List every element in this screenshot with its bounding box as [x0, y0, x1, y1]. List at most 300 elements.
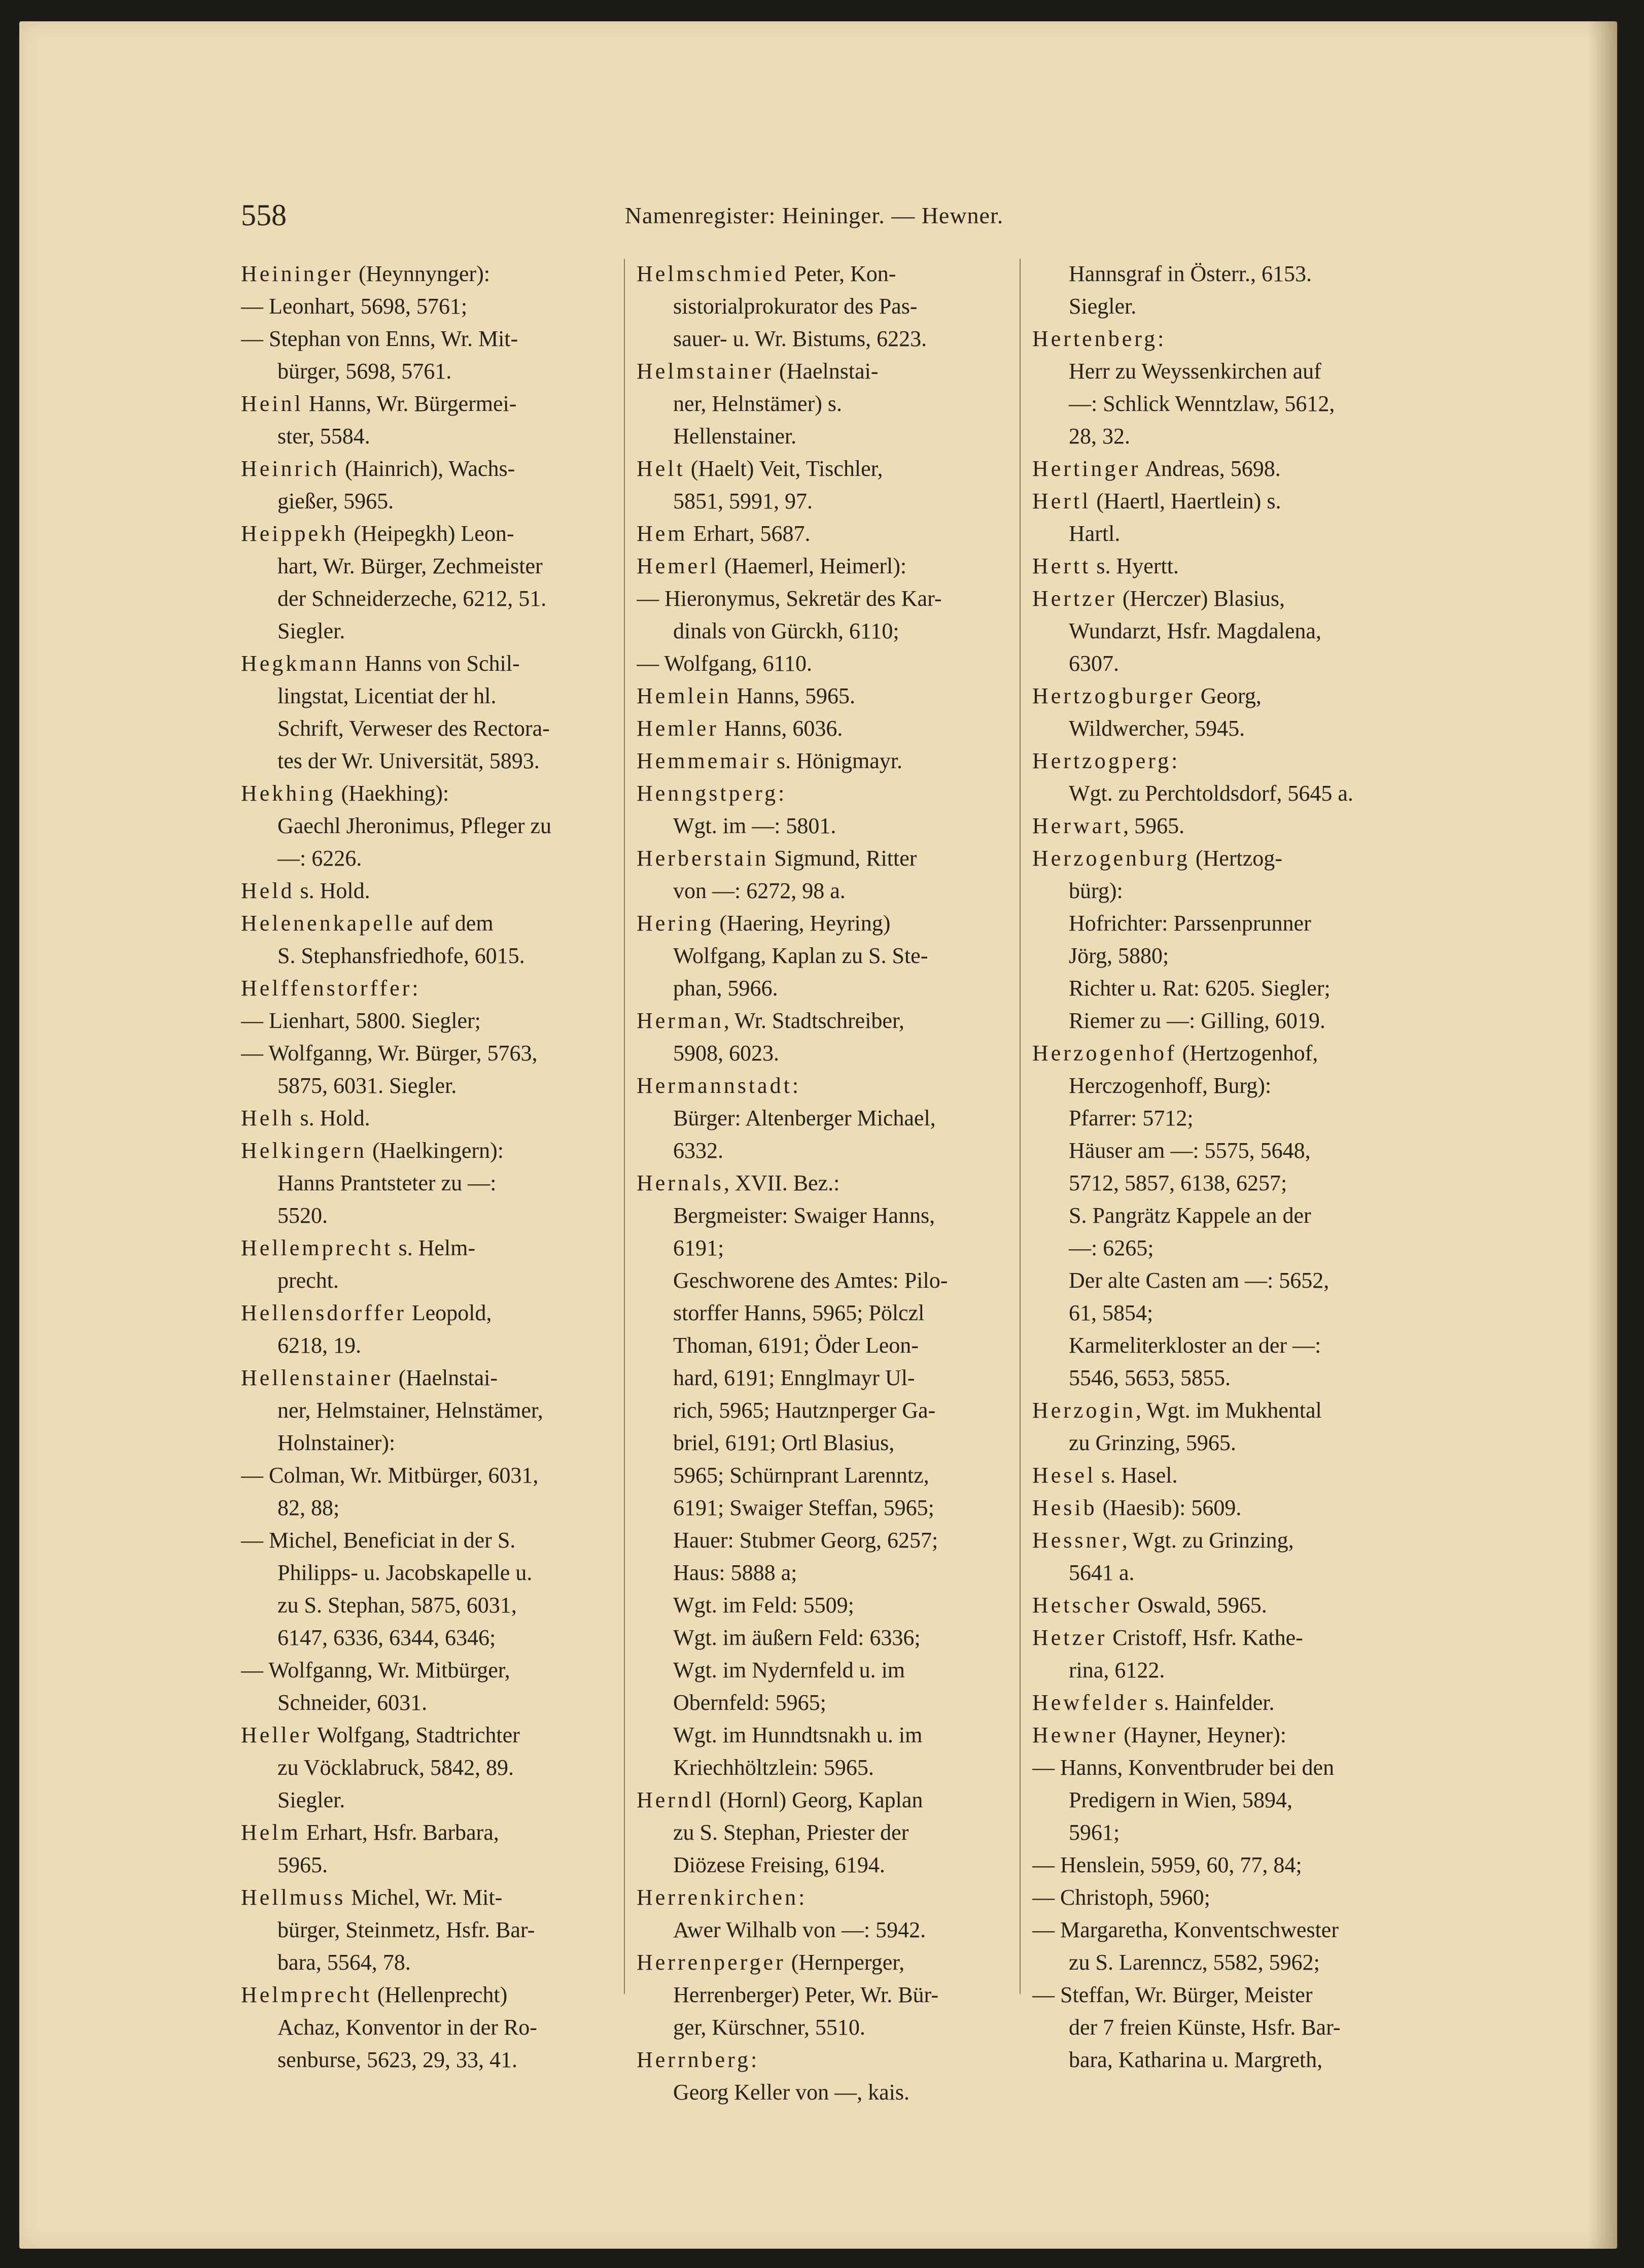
entry-text: Herr zu Weyssenkirchen auf: [1069, 359, 1321, 384]
entry-headword: Heininger: [241, 261, 353, 286]
entry-headword: Herman: [637, 1008, 724, 1033]
entry-text: Wgt. im Hunndtsnakh u. im: [673, 1723, 923, 1747]
entry-text: (Haelt) Veit, Tischler,: [685, 456, 883, 481]
entry-text: Peter, Kon-: [788, 261, 896, 286]
entry-text: Thoman, 6191; Öder Leon-: [673, 1333, 919, 1358]
entry-headword: Herberstain: [637, 846, 769, 871]
entry-text: Predigern in Wien, 5894,: [1069, 1788, 1293, 1812]
index-entry-line: [241, 388, 606, 420]
index-continuation-line: [241, 1005, 606, 1037]
entry-headword: Hertt: [1032, 554, 1091, 578]
index-continuation-line: [1032, 1784, 1397, 1816]
entry-text: Gaechl Jheronimus, Pfleger zu: [277, 813, 552, 838]
entry-text: ner, Helnstämer) s.: [673, 391, 843, 416]
entry-text: Hellenstainer.: [673, 424, 797, 449]
index-continuation-line: [241, 1459, 606, 1492]
entry-headword: Hesel: [1032, 1463, 1096, 1488]
index-entry-line: [1032, 1394, 1397, 1427]
entry-text: Kriechhöltzlein: 5965.: [673, 1755, 874, 1780]
entry-text: senburse, 5623, 29, 33, 41.: [277, 2047, 517, 2072]
index-continuation-line: [637, 940, 997, 972]
index-continuation-line: [241, 1557, 606, 1589]
entry-headword: Hemerl: [637, 554, 719, 578]
entry-text: 5965; Schürnprant Larenntz,: [673, 1463, 929, 1488]
entry-text: bürger, Steinmetz, Hsfr. Bar-: [277, 1917, 535, 1942]
index-continuation-line: [1032, 1427, 1397, 1459]
entry-text: Siegler.: [277, 618, 345, 643]
entry-text: lingstat, Licentiat der hl.: [277, 683, 497, 708]
entry-text: Wgt. im —: 5801.: [673, 813, 836, 838]
entry-text: Schrift, Verweser des Rectora-: [277, 716, 550, 741]
entry-text: :: [1171, 748, 1178, 773]
index-continuation-line: [241, 745, 606, 777]
entry-text: , 5965.: [1123, 813, 1185, 838]
entry-headword: Hewfelder: [1032, 1690, 1149, 1715]
index-continuation-line: [241, 1524, 606, 1557]
entry-text: 6147, 6336, 6344, 6346;: [277, 1625, 496, 1650]
entry-text: — Wolfganng, Wr. Bürger, 5763,: [241, 1041, 538, 1066]
entry-headword: Hessner: [1032, 1528, 1122, 1553]
entry-text: s. Hasel.: [1096, 1463, 1178, 1488]
index-entry-line: [1032, 680, 1397, 712]
entry-text: Karmeliterkloster an der —:: [1069, 1333, 1321, 1358]
index-continuation-line: [1032, 1979, 1397, 2011]
index-continuation-line: [1032, 615, 1397, 647]
entry-text: , Wgt. im Mukhental: [1135, 1398, 1322, 1423]
entry-headword: Held: [241, 878, 295, 903]
entry-text: 6218, 19.: [277, 1333, 361, 1358]
entry-text: Hanns von Schil-: [359, 651, 520, 676]
index-continuation-line: [241, 290, 606, 323]
entry-headword: Hegkmann: [241, 651, 360, 676]
entry-text: 5851, 5991, 97.: [673, 489, 813, 513]
entry-headword: Herrenkirchen: [637, 1885, 799, 1910]
index-continuation-line: [241, 355, 606, 388]
index-continuation-line: [1032, 1232, 1397, 1264]
index-continuation-line: [241, 1264, 606, 1297]
entry-text: Georg,: [1195, 683, 1262, 708]
index-continuation-line: [241, 1329, 606, 1362]
index-continuation-line: [637, 1524, 997, 1557]
entry-headword: Hellenstainer: [241, 1365, 393, 1390]
index-continuation-line: [1032, 1199, 1397, 1232]
index-continuation-line: [241, 1070, 606, 1102]
entry-text: s. Helm-: [393, 1235, 475, 1260]
index-continuation-line: [241, 1654, 606, 1687]
entry-text: Wolfgang, Stadtrichter: [311, 1723, 520, 1747]
entry-text: 61, 5854;: [1069, 1300, 1153, 1325]
index-continuation-line: [637, 290, 997, 323]
index-entry-line: [241, 1232, 606, 1264]
entry-text: Hanns, Wr. Bürgermei-: [303, 391, 517, 416]
index-continuation-line: [637, 1102, 997, 1135]
index-continuation-line: [637, 810, 997, 842]
index-entry-line: [1032, 582, 1397, 615]
entry-text: — Michel, Beneficiat in der S.: [241, 1528, 516, 1553]
entry-text: 5546, 5653, 5855.: [1069, 1365, 1231, 1390]
entry-text: Häuser am —: 5575, 5648,: [1069, 1138, 1311, 1163]
entry-headword: Hemlein: [637, 683, 731, 708]
entry-text: :: [751, 2047, 757, 2072]
index-entry-line: [1032, 745, 1397, 777]
index-continuation-line: [637, 1264, 997, 1297]
entry-text: —: 6265;: [1069, 1235, 1154, 1260]
entry-text: Jörg, 5880;: [1069, 943, 1169, 968]
index-entry-line: [637, 1070, 997, 1102]
entry-text: — Leonhart, 5698, 5761;: [241, 294, 468, 319]
entry-text: sistorialprokurator des Pas-: [673, 294, 918, 319]
entry-text: Geschworene des Amtes: Pilo-: [673, 1268, 948, 1293]
entry-text: (Hayner, Heyner):: [1118, 1723, 1287, 1747]
index-entry-line: [1032, 1589, 1397, 1622]
entry-text: — Steffan, Wr. Bürger, Meister: [1032, 1982, 1313, 2007]
entry-headword: Hertinger: [1032, 456, 1141, 481]
entry-text: Wgt. im äußern Feld: 6336;: [673, 1625, 921, 1650]
entry-text: Wildwercher, 5945.: [1069, 716, 1245, 741]
index-entry-line: [241, 972, 606, 1005]
entry-text: Holnstainer):: [277, 1430, 396, 1455]
index-entry-line: [637, 1005, 997, 1037]
index-entry-line: [241, 1102, 606, 1135]
entry-text: ster, 5584.: [277, 424, 370, 449]
index-continuation-line: [1032, 1654, 1397, 1687]
entry-headword: Herndl: [637, 1788, 714, 1812]
entry-text: Philipps- u. Jacobskapelle u.: [277, 1560, 533, 1585]
index-continuation-line: [637, 1232, 997, 1264]
index-entry-line: [241, 453, 606, 485]
index-entry-line: [637, 745, 997, 777]
index-continuation-line: [1032, 1362, 1397, 1394]
entry-text: Andreas, 5698.: [1140, 456, 1281, 481]
entry-headword: Herwart: [1032, 813, 1124, 838]
entry-text: (Hertzog-: [1190, 846, 1282, 871]
index-continuation-line: [241, 712, 606, 745]
index-continuation-line: [637, 1751, 997, 1784]
entry-headword: Henngstperg: [637, 781, 779, 806]
entry-headword: Helm: [241, 1820, 301, 1845]
index-continuation-line: [241, 1849, 606, 1881]
entry-text: bürg):: [1069, 878, 1123, 903]
entry-headword: Helmschmied: [637, 261, 789, 286]
entry-text: Hannsgraf in Österr., 6153.: [1069, 261, 1312, 286]
entry-text: Bürger: Altenberger Michael,: [673, 1106, 936, 1130]
entry-text: precht.: [277, 1268, 339, 1293]
entry-text: s. Hönigmayr.: [771, 748, 903, 773]
entry-text: s. Hold.: [294, 1106, 370, 1130]
index-continuation-line: [241, 550, 606, 582]
entry-headword: Hellemprecht: [241, 1235, 393, 1260]
index-continuation-line: [637, 615, 997, 647]
index-continuation-line: [637, 875, 997, 907]
entry-text: Erhart, 5687.: [687, 521, 811, 546]
entry-text: (Hellenprecht): [371, 1982, 508, 2007]
entry-headword: Heinl: [241, 391, 303, 416]
index-continuation-line: [241, 1589, 606, 1622]
index-continuation-line: [637, 1329, 997, 1362]
entry-headword: Hemler: [637, 716, 719, 741]
index-continuation-line: [637, 388, 997, 420]
index-column-3: [1032, 258, 1397, 2076]
entry-text: s. Hyertt.: [1091, 554, 1179, 578]
index-continuation-line: [1032, 2011, 1397, 2044]
entry-text: (Hainrich), Wachs-: [339, 456, 515, 481]
entry-text: 82, 88;: [277, 1495, 340, 1520]
index-continuation-line: [1032, 647, 1397, 680]
entry-headword: Heippekh: [241, 521, 348, 546]
index-entry-line: [1032, 1492, 1397, 1524]
index-continuation-line: [637, 647, 997, 680]
entry-text: Hauer: Stubmer Georg, 6257;: [673, 1528, 938, 1553]
index-entry-line: [241, 1135, 606, 1167]
index-continuation-line: [1032, 1557, 1397, 1589]
entry-text: gießer, 5965.: [277, 489, 394, 513]
index-continuation-line: [241, 1946, 606, 1979]
entry-text: — Wolfgang, 6110.: [637, 651, 812, 676]
entry-text: — Wolfganng, Wr. Mitbürger,: [241, 1658, 510, 1682]
entry-headword: Hem: [637, 521, 688, 546]
entry-text: S. Pangrätz Kappele an der: [1069, 1203, 1311, 1228]
entry-text: Georg Keller von —, kais.: [673, 2080, 910, 2105]
index-continuation-line: [1032, 355, 1397, 388]
entry-headword: Herrnberg: [637, 2047, 751, 2072]
entry-headword: Heinrich: [241, 456, 339, 481]
entry-headword: Helh: [241, 1106, 295, 1130]
entry-text: phan, 5966.: [673, 976, 778, 1001]
entry-text: Oswald, 5965.: [1132, 1593, 1267, 1618]
entry-text: 5965.: [277, 1852, 328, 1877]
index-entry-line: [1032, 1622, 1397, 1654]
index-entry-line: [241, 258, 606, 290]
index-continuation-line: [637, 1199, 997, 1232]
entry-text: 5520.: [277, 1203, 328, 1228]
index-continuation-line: [1032, 1135, 1397, 1167]
entry-text: 5908, 6023.: [673, 1041, 779, 1066]
entry-text: (Haelkingern):: [366, 1138, 504, 1163]
index-continuation-line: [1032, 518, 1397, 550]
index-continuation-line: [637, 582, 997, 615]
column-divider: [1020, 259, 1021, 1994]
index-entry-line: [1032, 485, 1397, 518]
entry-text: auf dem: [415, 911, 494, 936]
index-entry-line: [1032, 550, 1397, 582]
index-continuation-line: [637, 2076, 997, 2109]
entry-headword: Helenenkapelle: [241, 911, 415, 936]
index-entry-line: [637, 777, 997, 810]
index-entry-line: [1032, 1719, 1397, 1751]
entry-text: —: Schlick Wenntzlaw, 5612,: [1069, 391, 1335, 416]
index-entry-line: [637, 1946, 997, 1979]
index-continuation-line: [241, 323, 606, 355]
index-entry-line: [241, 875, 606, 907]
index-continuation-line: [637, 1394, 997, 1427]
index-entry-line: [637, 550, 997, 582]
index-continuation-line: [637, 1589, 997, 1622]
entry-headword: Hesib: [1032, 1495, 1097, 1520]
entry-text: (Hernperger,: [785, 1950, 905, 1975]
index-entry-line: [637, 258, 997, 290]
index-continuation-line: [637, 1654, 997, 1687]
entry-headword: Hellmuss: [241, 1885, 346, 1910]
entry-text: ger, Kürschner, 5510.: [673, 2015, 865, 2040]
index-continuation-line: [637, 1557, 997, 1589]
index-continuation-line: [241, 1784, 606, 1816]
index-continuation-line: [1032, 777, 1397, 810]
index-continuation-line: [637, 1816, 997, 1849]
entry-text: — Hanns, Konventbruder bei den: [1032, 1755, 1335, 1780]
index-continuation-line: [241, 1394, 606, 1427]
entry-text: :: [1158, 326, 1164, 351]
index-continuation-line: [637, 1719, 997, 1751]
index-continuation-line: [241, 1167, 606, 1199]
entry-text: :: [792, 1073, 799, 1098]
index-entry-line: [1032, 1037, 1397, 1070]
index-continuation-line: [637, 1914, 997, 1946]
index-continuation-line: [241, 1427, 606, 1459]
entry-text: 5641 a.: [1069, 1560, 1135, 1585]
entry-headword: Hertzogperg: [1032, 748, 1172, 773]
index-entry-line: [241, 777, 606, 810]
entry-text: 6191;: [673, 1235, 724, 1260]
entry-text: Obernfeld: 5965;: [673, 1690, 826, 1715]
index-entry-line: [637, 2044, 997, 2076]
entry-text: briel, 6191; Ortl Blasius,: [673, 1430, 895, 1455]
index-continuation-line: [241, 1199, 606, 1232]
entry-text: der Schneiderzeche, 6212, 51.: [277, 586, 547, 611]
entry-headword: Herzogenburg: [1032, 846, 1190, 871]
index-continuation-line: [1032, 1816, 1397, 1849]
index-entry-line: [637, 518, 997, 550]
entry-headword: Hekhing: [241, 781, 336, 806]
entry-text: der 7 freien Künste, Hsfr. Bar-: [1069, 2015, 1341, 2040]
entry-text: von —: 6272, 98 a.: [673, 878, 846, 903]
entry-headword: Hernals: [637, 1171, 724, 1195]
index-continuation-line: [637, 1427, 997, 1459]
entry-text: — Hieronymus, Sekretär des Kar-: [637, 586, 942, 611]
index-continuation-line: [1032, 420, 1397, 453]
index-continuation-line: [1032, 290, 1397, 323]
index-entry-line: [637, 712, 997, 745]
index-entry-line: [241, 907, 606, 940]
index-column-2: [637, 258, 997, 2109]
index-continuation-line: [1032, 1264, 1397, 1297]
index-entry-line: [241, 1719, 606, 1751]
entry-text: rich, 5965; Hautznperger Ga-: [673, 1398, 936, 1423]
entry-text: 5961;: [1069, 1820, 1120, 1845]
entry-text: bürger, 5698, 5761.: [277, 359, 452, 384]
index-entry-line: [241, 1881, 606, 1914]
index-continuation-line: [1032, 1881, 1397, 1914]
entry-headword: Helt: [637, 456, 685, 481]
index-entry-line: [241, 1816, 606, 1849]
entry-text: zu S. Larenncz, 5582, 5962;: [1069, 1950, 1320, 1975]
entry-text: Wolfgang, Kaplan zu S. Ste-: [673, 943, 928, 968]
entry-text: (Hertzogenhof,: [1176, 1041, 1318, 1066]
index-entry-line: [241, 647, 606, 680]
entry-text: (Heipegkh) Leon-: [348, 521, 514, 546]
entry-text: :: [778, 781, 785, 806]
entry-headword: Herrenperger: [637, 1950, 786, 1975]
entry-text: (Heynnynger):: [353, 261, 490, 286]
entry-text: dinals von Gürckh, 6110;: [673, 618, 899, 643]
entry-text: zu S. Stephan, 5875, 6031,: [277, 1593, 517, 1618]
entry-text: , XVII. Bez.:: [723, 1171, 840, 1195]
index-entry-line: [637, 680, 997, 712]
entry-text: sauer- u. Wr. Bistums, 6223.: [673, 326, 927, 351]
entry-text: Pfarrer: 5712;: [1069, 1106, 1194, 1130]
index-entry-line: [637, 907, 997, 940]
index-entry-line: [637, 453, 997, 485]
index-entry-line: [241, 1297, 606, 1329]
entry-text: — Lienhart, 5800. Siegler;: [241, 1008, 481, 1033]
entry-text: s. Hainfelder.: [1149, 1690, 1275, 1715]
entry-text: Riemer zu —: Gilling, 6019.: [1069, 1008, 1325, 1033]
entry-text: Awer Wilhalb von —: 5942.: [673, 1917, 926, 1942]
entry-text: Sigmund, Ritter: [768, 846, 917, 871]
index-column-1: [241, 258, 606, 2076]
index-entry-line: [1032, 1459, 1397, 1492]
column-divider: [624, 259, 625, 1994]
entry-text: Diözese Freising, 6194.: [673, 1852, 885, 1877]
entry-headword: Herzogin: [1032, 1398, 1136, 1423]
index-continuation-line: [1032, 1102, 1397, 1135]
index-continuation-line: [637, 485, 997, 518]
entry-text: S. Stephansfriedhofe, 6015.: [277, 943, 525, 968]
index-entry-line: [1032, 323, 1397, 355]
index-continuation-line: [1032, 712, 1397, 745]
entry-text: 5712, 5857, 6138, 6257;: [1069, 1171, 1287, 1195]
index-continuation-line: [1032, 1005, 1397, 1037]
entry-headword: Helffenstorffer: [241, 976, 412, 1001]
entry-text: s. Hold.: [294, 878, 370, 903]
entry-text: Hartl.: [1069, 521, 1121, 546]
entry-headword: Herzogenhof: [1032, 1041, 1177, 1066]
index-continuation-line: [1032, 907, 1397, 940]
entry-text: bara, 5564, 78.: [277, 1950, 411, 1975]
index-continuation-line: [637, 972, 997, 1005]
index-continuation-line: [637, 1849, 997, 1881]
entry-text: Siegler.: [1069, 294, 1137, 319]
index-continuation-line: [637, 1459, 997, 1492]
entry-text: rina, 6122.: [1069, 1658, 1165, 1682]
entry-text: :: [798, 1885, 805, 1910]
index-continuation-line: [241, 485, 606, 518]
entry-text: zu S. Stephan, Priester der: [673, 1820, 909, 1845]
entry-text: , Wgt. zu Grinzing,: [1122, 1528, 1294, 1553]
index-continuation-line: [1032, 972, 1397, 1005]
entry-text: — Christoph, 5960;: [1032, 1885, 1210, 1910]
page-header: [241, 198, 1387, 238]
index-entry-line: [1032, 842, 1397, 875]
index-entry-line: [637, 1167, 997, 1199]
entry-text: Siegler.: [277, 1788, 345, 1812]
entry-text: zu Grinzing, 5965.: [1069, 1430, 1236, 1455]
index-continuation-line: [637, 1362, 997, 1394]
index-continuation-line: [637, 1979, 997, 2011]
index-continuation-line: [241, 420, 606, 453]
entry-headword: Helmprecht: [241, 1982, 372, 2007]
index-continuation-line: [637, 1037, 997, 1070]
entry-text: Wundarzt, Hsfr. Magdalena,: [1069, 618, 1321, 643]
entry-text: (Haelnstai-: [393, 1365, 498, 1390]
entry-text: storffer Hanns, 5965; Pölczl: [673, 1300, 925, 1325]
entry-text: 28, 32.: [1069, 424, 1130, 449]
entry-headword: Hertenberg: [1032, 326, 1158, 351]
entry-text: — Margaretha, Konventschwester: [1032, 1917, 1339, 1942]
entry-text: Wgt. im Nydernfeld u. im: [673, 1658, 905, 1682]
index-continuation-line: [241, 1751, 606, 1784]
page-gutter-shadow: [1588, 21, 1618, 2249]
index-continuation-line: [637, 1135, 997, 1167]
